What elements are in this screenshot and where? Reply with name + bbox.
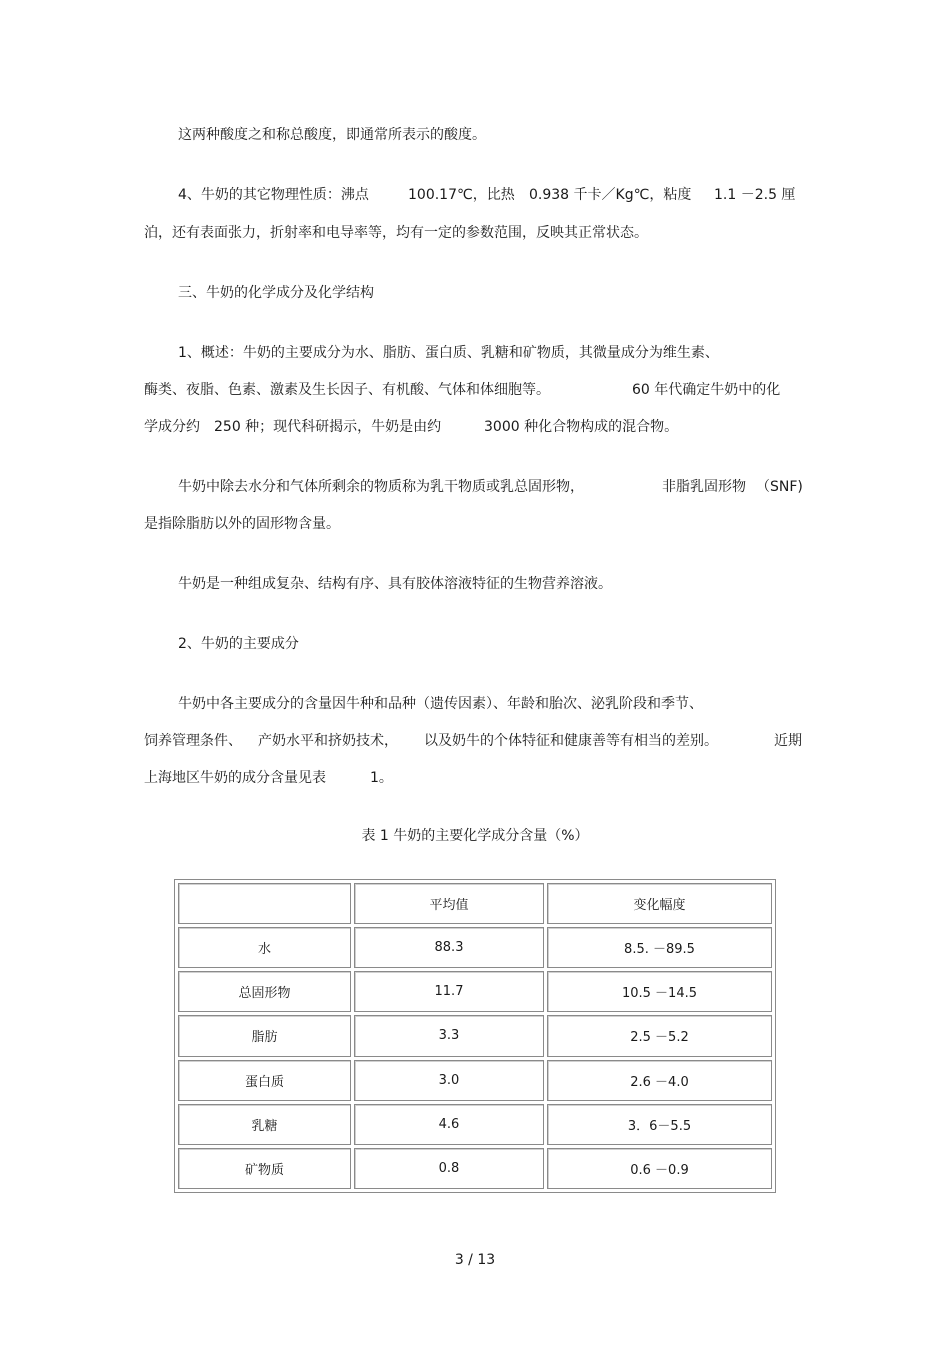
- table-cell: 蛋白质: [178, 1060, 351, 1101]
- table-cell: 11.7: [354, 971, 544, 1012]
- table-row: [178, 1015, 772, 1056]
- paragraph-physical-properties-line2: 泊，还有表面张力，折射率和电导率等，均有一定的参数范围，反映其正常状态。: [144, 225, 648, 241]
- text-segment: 3000 种化合物构成的混合物。: [484, 419, 679, 435]
- text-segment: 近期: [774, 733, 802, 749]
- text-segment: 以及奶牛的个体特征和健康善等有相当的差别。: [424, 733, 718, 749]
- table-caption: 表 1 牛奶的主要化学成分含量（%）: [361, 828, 589, 844]
- table-cell: 4.6: [354, 1104, 544, 1145]
- text-segment: 牛奶中除去水分和气体所剩余的物质称为乳干物质或乳总固形物，: [178, 479, 584, 495]
- section-heading-main-components: 2、牛奶的主要成分: [178, 636, 299, 652]
- paragraph-variation-line1: 牛奶中各主要成分的含量因牛种和品种（遗传因素）、年龄和胎次、泌乳阶段和季节、: [178, 696, 703, 712]
- table-cell: 2.6 －4.0: [547, 1060, 772, 1101]
- text-segment: 酶类、夜脂、色素、激素及生长因子、有机酸、气体和体细胞等。: [144, 382, 550, 398]
- table-cell: 88.3: [354, 927, 544, 968]
- table-cell: 3．6－5.5: [547, 1104, 772, 1145]
- table-header-cell: 变化幅度: [547, 883, 772, 924]
- table-row: [178, 1060, 772, 1101]
- text-segment: 1.1 －2.5 厘: [714, 187, 796, 203]
- table-row: [178, 1104, 772, 1145]
- table-cell: 3.3: [354, 1015, 544, 1056]
- composition-table-grid: [175, 880, 775, 1192]
- paragraph-milk-definition: 牛奶是一种组成复杂、结构有序、具有胶体溶液特征的生物营养溶液。: [178, 576, 612, 592]
- text-segment: 非脂乳固形物: [662, 479, 746, 495]
- table-cell: 0.8: [354, 1148, 544, 1189]
- paragraph-overview-line1: 1、概述：牛奶的主要成分为水、脂肪、蛋白质、乳糖和矿物质，其微量成分为维生素、: [178, 345, 719, 361]
- table-cell: 2.5 －5.2: [547, 1015, 772, 1056]
- composition-table: [174, 879, 776, 1193]
- table-row: [178, 927, 772, 968]
- table-header-row: [178, 883, 772, 924]
- table-cell: 3.0: [354, 1060, 544, 1101]
- table-cell: 8.5. －89.5: [547, 927, 772, 968]
- section-heading-chemical-composition: 三、牛奶的化学成分及化学结构: [178, 285, 374, 301]
- table-header-cell: [178, 883, 351, 924]
- table-row: [178, 1148, 772, 1189]
- paragraph-solids-line2: 是指除脂肪以外的固形物含量。: [144, 516, 340, 532]
- text-segment: 4、牛奶的其它物理性质：沸点: [178, 187, 369, 203]
- table-cell: 乳糖: [178, 1104, 351, 1145]
- table-cell: 总固形物: [178, 971, 351, 1012]
- paragraph-total-acidity: 这两种酸度之和称总酸度，即通常所表示的酸度。: [178, 127, 486, 143]
- table-cell: 水: [178, 927, 351, 968]
- text-segment: 60 年代确定牛奶中的化: [632, 382, 781, 398]
- text-segment: 250 种；现代科研揭示，牛奶是由约: [214, 419, 442, 435]
- table-header-cell: 平均值: [354, 883, 544, 924]
- table-cell: 0.6 －0.9: [547, 1148, 772, 1189]
- text-segment: 上海地区牛奶的成分含量见表: [144, 770, 326, 786]
- text-segment: 学成分约: [144, 419, 200, 435]
- text-segment: （SNF): [756, 479, 803, 495]
- text-segment: 产奶水平和挤奶技术，: [258, 733, 398, 749]
- table-cell: 脂肪: [178, 1015, 351, 1056]
- text-segment: 饲养管理条件、: [144, 733, 242, 749]
- page-number: 3 / 13: [454, 1252, 496, 1268]
- text-segment: 100.17℃，比热: [408, 187, 515, 203]
- table-cell: 10.5 －14.5: [547, 971, 772, 1012]
- text-segment: 1。: [370, 770, 393, 786]
- table-row: [178, 971, 772, 1012]
- text-segment: 0.938 千卡／Kg℃，粘度: [529, 187, 692, 203]
- table-cell: 矿物质: [178, 1148, 351, 1189]
